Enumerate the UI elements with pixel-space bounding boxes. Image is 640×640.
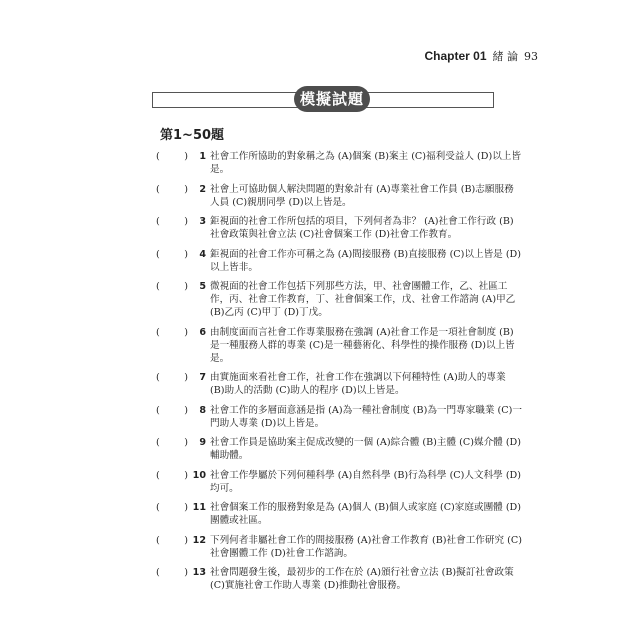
question-number: 9 [199, 437, 206, 448]
question-text: 鉅視面的社會工作所包括的項目，下列何者為非？ (A)社會工作行政 (B)社會政策與社會立法 (C)社會個案工作 (D)社會工作教育。 [210, 216, 514, 240]
answer-blank [152, 150, 192, 163]
paren-close: ) [184, 183, 188, 195]
question-number: 7 [199, 372, 206, 383]
question-text: 下列何者非屬社會工作的間接服務 (A)社會工作教育 (B)社會工作研究 (C)社會團體工作 (D)社會工作諮詢。 [210, 534, 522, 559]
chapter-label: Chapter 01 [424, 49, 487, 63]
question-item [152, 326, 522, 365]
paren-close: ) [184, 248, 188, 260]
question-item [152, 501, 522, 527]
paren-open: ( [156, 404, 160, 416]
answer-blank [152, 566, 192, 579]
question-text: 社會個案工作的服務對象是為 (A)個人 (B)個人或家庭 (C)家庭或團體 (D)團體或社區。 [210, 502, 521, 526]
question-number: 5 [199, 281, 206, 292]
answer-blank [152, 436, 192, 449]
question-item [152, 436, 522, 462]
question-item [152, 150, 522, 176]
paren-open: ( [156, 281, 160, 292]
question-item [152, 183, 522, 209]
question-number: 10 [192, 469, 206, 481]
question-text: 由制度面而言社會工作專業服務在強調 (A)社會工作是一項社會制度 (B)是一種服務人群的專業 (C)是一種藝術化、科學性的操作服務 (D)以上皆是。 [210, 326, 515, 364]
paren-close: ) [184, 469, 188, 481]
paren-open: ( [156, 534, 160, 546]
section-label: 緒 論 [492, 50, 518, 63]
paren-close: ) [184, 437, 188, 448]
question-number: 11 [192, 502, 206, 513]
question-number: 3 [199, 216, 206, 227]
question-number: 6 [199, 326, 206, 338]
paren-open: ( [156, 151, 160, 162]
answer-blank [152, 469, 192, 482]
question-number: 8 [199, 404, 206, 416]
answer-blank [152, 501, 192, 514]
paren-close: ) [184, 404, 188, 416]
question-item [152, 280, 522, 319]
paren-open: ( [156, 326, 160, 338]
answer-blank [152, 371, 192, 384]
answer-blank [152, 326, 192, 339]
question-number: 2 [199, 183, 206, 195]
question-number: 12 [192, 534, 206, 546]
question-text: 微視面的社會工作包括下列那些方法，甲、社會團體工作，乙、社區工作，丙、社會工作教育，丁、社會個案工作，戊、社會工作諮詢 (A)甲乙 (B)乙丙 (C)甲丁 (D)丁戊。 [210, 281, 516, 318]
paren-close: ) [184, 372, 188, 383]
paren-open: ( [156, 372, 160, 383]
question-text: 社會工作學屬於下列何種科學 (A)自然科學 (B)行為科學 (C)人文科學 (D)均可。 [210, 469, 521, 494]
question-text: 社會問題發生後，最初步的工作在於 (A)頒行社會立法 (B)擬訂社會政策 (C)實施社會工作助人專業 (D)推動社會服務。 [210, 567, 514, 591]
question-list [152, 150, 522, 599]
paren-close: ) [184, 281, 188, 292]
question-text: 鉅視面的社會工作亦可稱之為 (A)間接服務 (B)直接服務 (C)以上皆是 (D)以上皆非。 [210, 248, 521, 273]
question-text: 社會工作的多層面意涵是指 (A)為一種社會制度 (B)為一門專家職業 (C)一門助人專業 (D)以上皆是。 [210, 404, 522, 429]
question-text: 社會工作所協助的對象稱之為 (A)個案 (B)案主 (C)福利受益人 (D)以上皆是。 [210, 151, 521, 175]
paren-close: ) [184, 534, 188, 546]
answer-blank [152, 280, 192, 293]
answer-blank [152, 183, 192, 196]
question-item [152, 215, 522, 241]
question-item [152, 248, 522, 274]
page-title: 模擬試題 [294, 86, 370, 112]
paren-open: ( [156, 216, 160, 227]
paren-open: ( [156, 469, 160, 481]
question-item [152, 566, 522, 592]
answer-blank [152, 248, 192, 261]
question-number: 4 [199, 248, 206, 260]
question-number: 13 [192, 567, 206, 578]
paren-open: ( [156, 248, 160, 260]
question-item [152, 371, 522, 397]
section-heading: 第1~50題 [160, 128, 225, 143]
question-text: 由實施面來看社會工作，社會工作在強調以下何種特性 (A)助人的專業 (B)助人的活動 (C)助人的程序 (D)以上皆是。 [210, 372, 506, 396]
paren-close: ) [184, 567, 188, 578]
paren-open: ( [156, 437, 160, 448]
paren-close: ) [184, 326, 188, 338]
question-text: 社會工作員是協助案主促成改變的一個 (A)綜合體 (B)主體 (C)媒介體 (D)輔助體。 [210, 437, 521, 461]
question-item [152, 404, 522, 430]
answer-blank [152, 215, 192, 228]
paren-open: ( [156, 567, 160, 578]
question-number: 1 [199, 151, 206, 162]
page-number: 93 [524, 50, 538, 63]
paren-close: ) [184, 216, 188, 227]
paren-open: ( [156, 183, 160, 195]
question-item [152, 469, 522, 495]
question-text: 社會上可協助個人解決問題的對象計有 (A)專業社會工作員 (B)志願服務人員 (C)親朋同學 (D)以上皆是。 [210, 183, 514, 208]
answer-blank [152, 534, 192, 547]
paren-close: ) [184, 151, 188, 162]
answer-blank [152, 404, 192, 417]
paren-open: ( [156, 502, 160, 513]
paren-close: ) [184, 502, 188, 513]
page-header [424, 48, 538, 64]
question-item [152, 534, 522, 560]
